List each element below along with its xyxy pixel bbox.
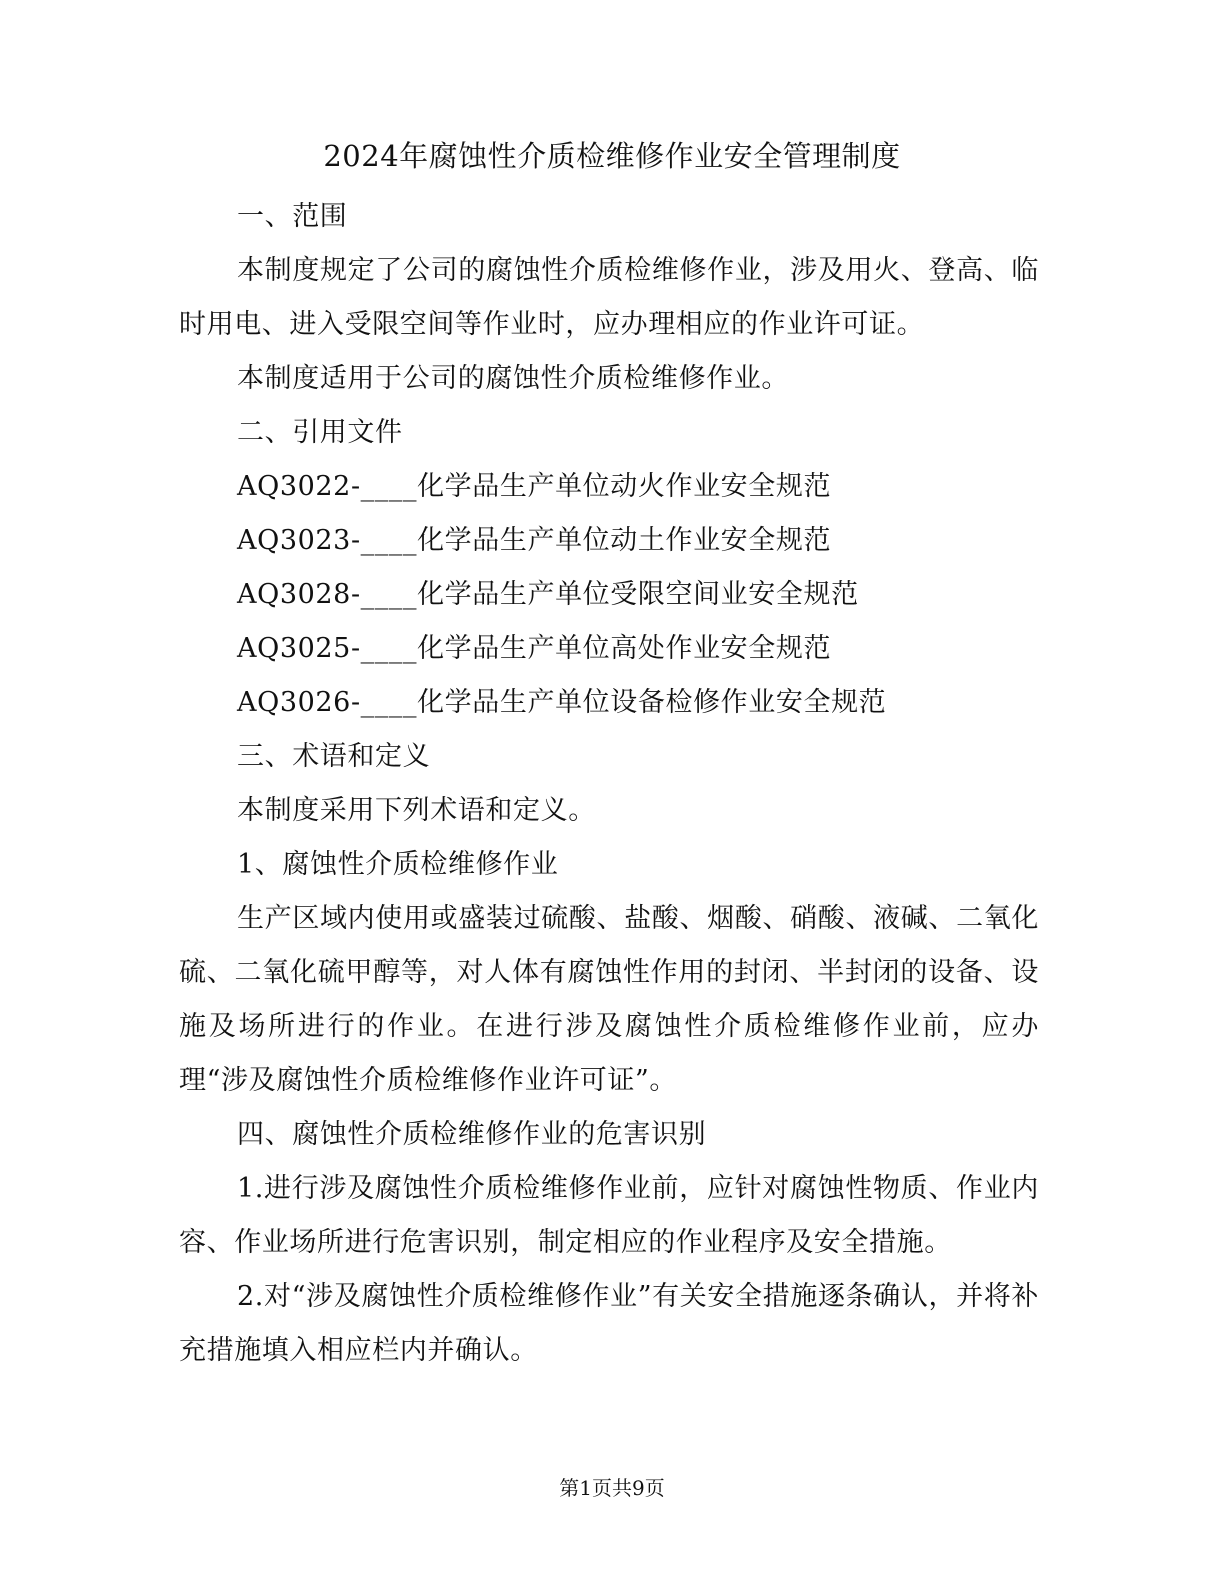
reference-item: AQ3028-____化学品生产单位受限空间业安全规范 xyxy=(237,579,859,610)
reference-item: AQ3023-____化学品生产单位动土作业安全规范 xyxy=(237,525,832,556)
section-heading-references: 二、引用文件 xyxy=(237,417,403,448)
section-heading-hazards: 四、腐蚀性介质检维修作业的危害识别 xyxy=(237,1119,707,1150)
reference-item: AQ3022-____化学品生产单位动火作业安全规范 xyxy=(237,471,832,502)
reference-item: AQ3025-____化学品生产单位高处作业安全规范 xyxy=(237,633,832,664)
body-paragraph: 本制度适用于公司的腐蚀性介质检维修作业。 xyxy=(237,363,789,394)
document-body xyxy=(179,190,1039,1378)
document-title: 2024年腐蚀性介质检维修作业安全管理制度 xyxy=(323,139,901,173)
body-paragraph: 1.进行涉及腐蚀性介质检维修作业前，应针对腐蚀性物质、作业内容、作业场所进行危害识别，制定相应的作业程序及安全措施。 xyxy=(179,1173,1039,1258)
body-paragraph: 生产区域内使用或盛装过硫酸、盐酸、烟酸、硝酸、液碱、二氧化硫、二氧化硫甲醇等，对人体有腐蚀性作用的封闭、半封闭的设备、设施及场所进行的作业。在进行涉及腐蚀性介质检维修作业前，应办理“涉及腐蚀性介质检维修作业许可证”。 xyxy=(179,903,1039,1096)
body-paragraph: 本制度规定了公司的腐蚀性介质检维修作业，涉及用火、登高、临时用电、进入受限空间等作业时，应办理相应的作业许可证。 xyxy=(179,255,1039,340)
body-paragraph: 本制度采用下列术语和定义。 xyxy=(237,795,596,826)
body-paragraph: 2.对“涉及腐蚀性介质检维修作业”有关安全措施逐条确认，并将补充措施填入相应栏内并确认。 xyxy=(179,1281,1039,1366)
section-heading-scope: 一、范围 xyxy=(237,201,348,232)
section-heading-terms: 三、术语和定义 xyxy=(237,741,431,772)
page-number: 第1页共9页 xyxy=(559,1476,665,1500)
subheading: 1、腐蚀性介质检维修作业 xyxy=(237,849,559,880)
reference-item: AQ3026-____化学品生产单位设备检修作业安全规范 xyxy=(237,687,887,718)
